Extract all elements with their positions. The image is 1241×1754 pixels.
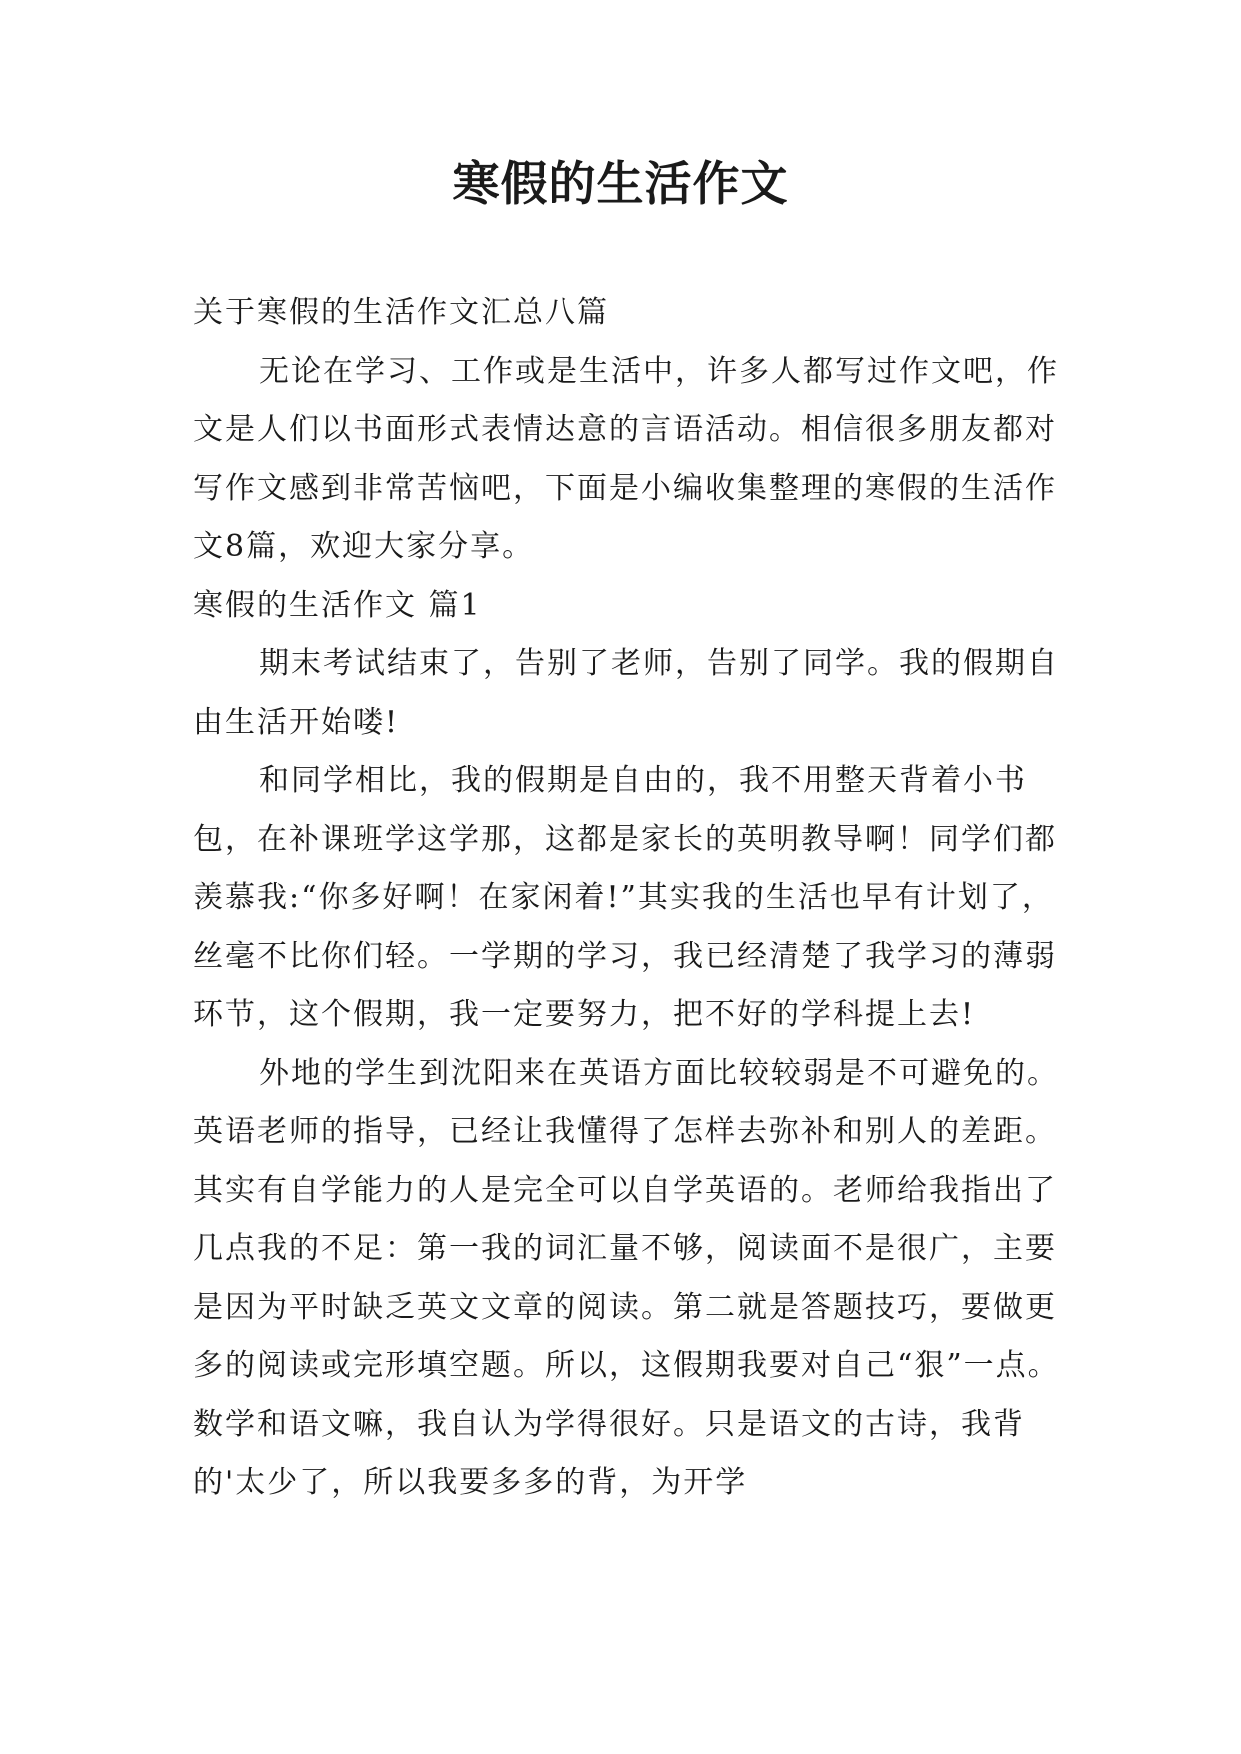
document-title: 寒假的生活作文 xyxy=(452,157,789,212)
section-heading-1: 寒假的生活作文 篇1 xyxy=(193,587,482,623)
document-body xyxy=(193,284,1063,1513)
document-subtitle: 关于寒假的生活作文汇总八篇 xyxy=(193,295,609,330)
paragraph-3: 外地的学生到沈阳来在英语方面比较较弱是不可避免的。英语老师的指导，已经让我懂得了怎样去弥补和别人的差距。其实有自学能力的人是完全可以自学英语的。老师给我指出了几点我的不足：第一我的词汇量不够，阅读面不是很广，主要是因为平时缺乏英文文章的阅读。第二就是答题技巧，要做更多的阅读或完形填空题。所以，这假期我要对自己“狠”一点。数学和语文嘛，我自认为学得很好。只是语文的古诗，我背的'太少了，所以我要多多的背，为开学 xyxy=(193,1055,1060,1500)
paragraph-intro: 无论在学习、工作或是生活中，许多人都写过作文吧，作文是人们以书面形式表情达意的言语活动。相信很多朋友都对写作文感到非常苦恼吧，下面是小编收集整理的寒假的生活作文8篇，欢迎大家分享。 xyxy=(193,353,1059,564)
paragraph-1: 期末考试结束了，告别了老师，告别了同学。我的假期自由生活开始喽! xyxy=(193,646,1059,740)
paragraph-2: 和同学相比，我的假期是自由的，我不用整天背着小书包，在补课班学这学那，这都是家长的英明教导啊！同学们都羡慕我:“你多好啊！在家闲着!”其实我的生活也早有计划了，丝毫不比你们轻。一学期的学习，我已经清楚了我学习的薄弱环节，这个假期，我一定要努力，把不好的学科提上去! xyxy=(193,763,1057,1032)
